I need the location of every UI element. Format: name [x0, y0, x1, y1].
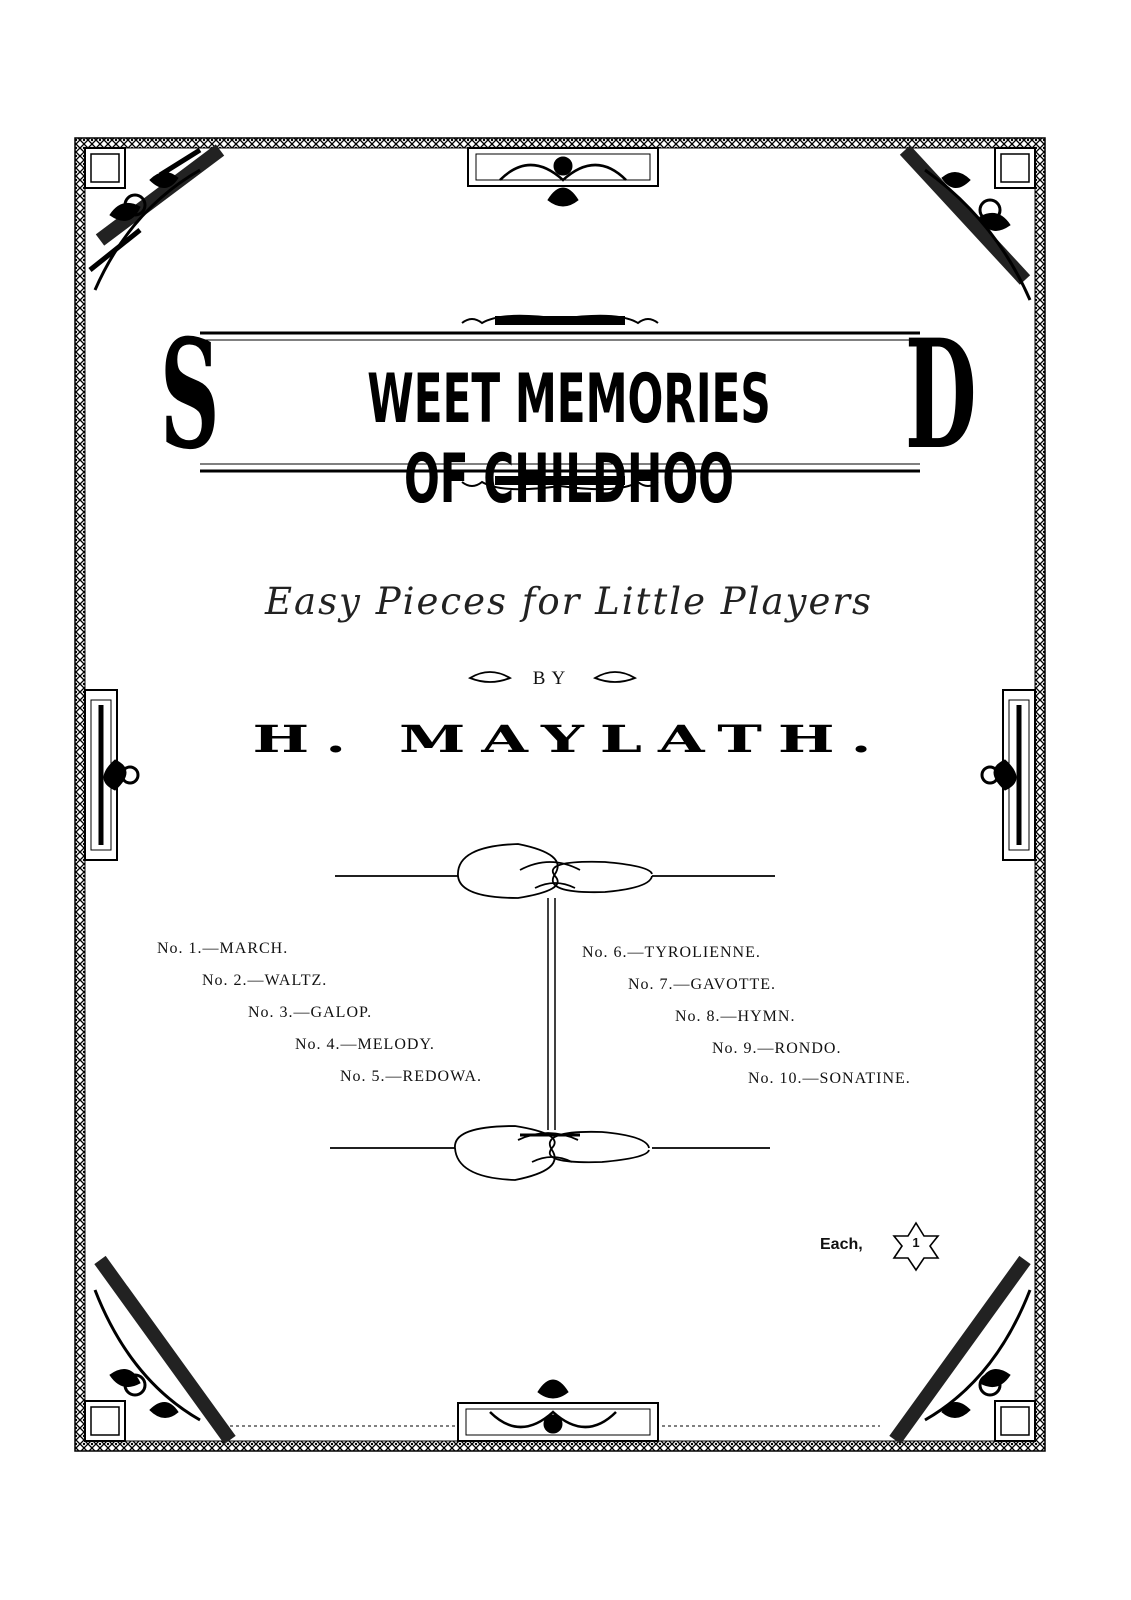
- corner-ornament-bottom-left: [85, 1260, 230, 1441]
- flourish-bottom: [330, 1126, 770, 1180]
- piece-item-3: No. 3.—GALOP.: [248, 1004, 373, 1021]
- piece-item-5: No. 5.—REDOWA.: [340, 1068, 482, 1085]
- corner-ornament-top-left: [85, 148, 220, 290]
- title-final-letter: D: [905, 307, 977, 483]
- flourish-top: [335, 844, 775, 898]
- divider-vertical: [548, 898, 555, 1130]
- piece-item-2: No. 2.—WALTZ.: [202, 972, 328, 989]
- piece-item-8: No. 8.—HYMN.: [675, 1008, 796, 1025]
- subtitle: Easy Pieces for Little Players: [265, 580, 874, 623]
- piece-item-4: No. 4.—MELODY.: [295, 1036, 435, 1053]
- composer-name: H. MAYLATH.: [252, 718, 888, 762]
- piece-item-1: No. 1.—MARCH.: [157, 940, 289, 957]
- cartouche-top: [468, 148, 658, 206]
- corner-ornament-top-right: [905, 148, 1035, 300]
- piece-item-9: No. 9.—RONDO.: [712, 1040, 842, 1057]
- corner-ornament-bottom-right: [895, 1260, 1035, 1441]
- piece-item-10: No. 10.—SONATINE.: [748, 1070, 911, 1087]
- side-ornament-left: [85, 690, 138, 860]
- title-block: [160, 307, 977, 519]
- side-ornament-right: [982, 690, 1035, 860]
- cartouche-bottom: [458, 1380, 658, 1441]
- price-value: 1: [912, 1235, 920, 1250]
- piece-item-7: No. 7.—GAVOTTE.: [628, 976, 777, 993]
- piece-item-6: No. 6.—TYROLIENNE.: [582, 944, 761, 961]
- title-initial-letter: S: [160, 307, 218, 483]
- price-label: Each,: [820, 1236, 863, 1253]
- by-label: BY: [532, 668, 572, 689]
- title-text: WEET MEMORIES OF CHILDHOO: [367, 360, 771, 519]
